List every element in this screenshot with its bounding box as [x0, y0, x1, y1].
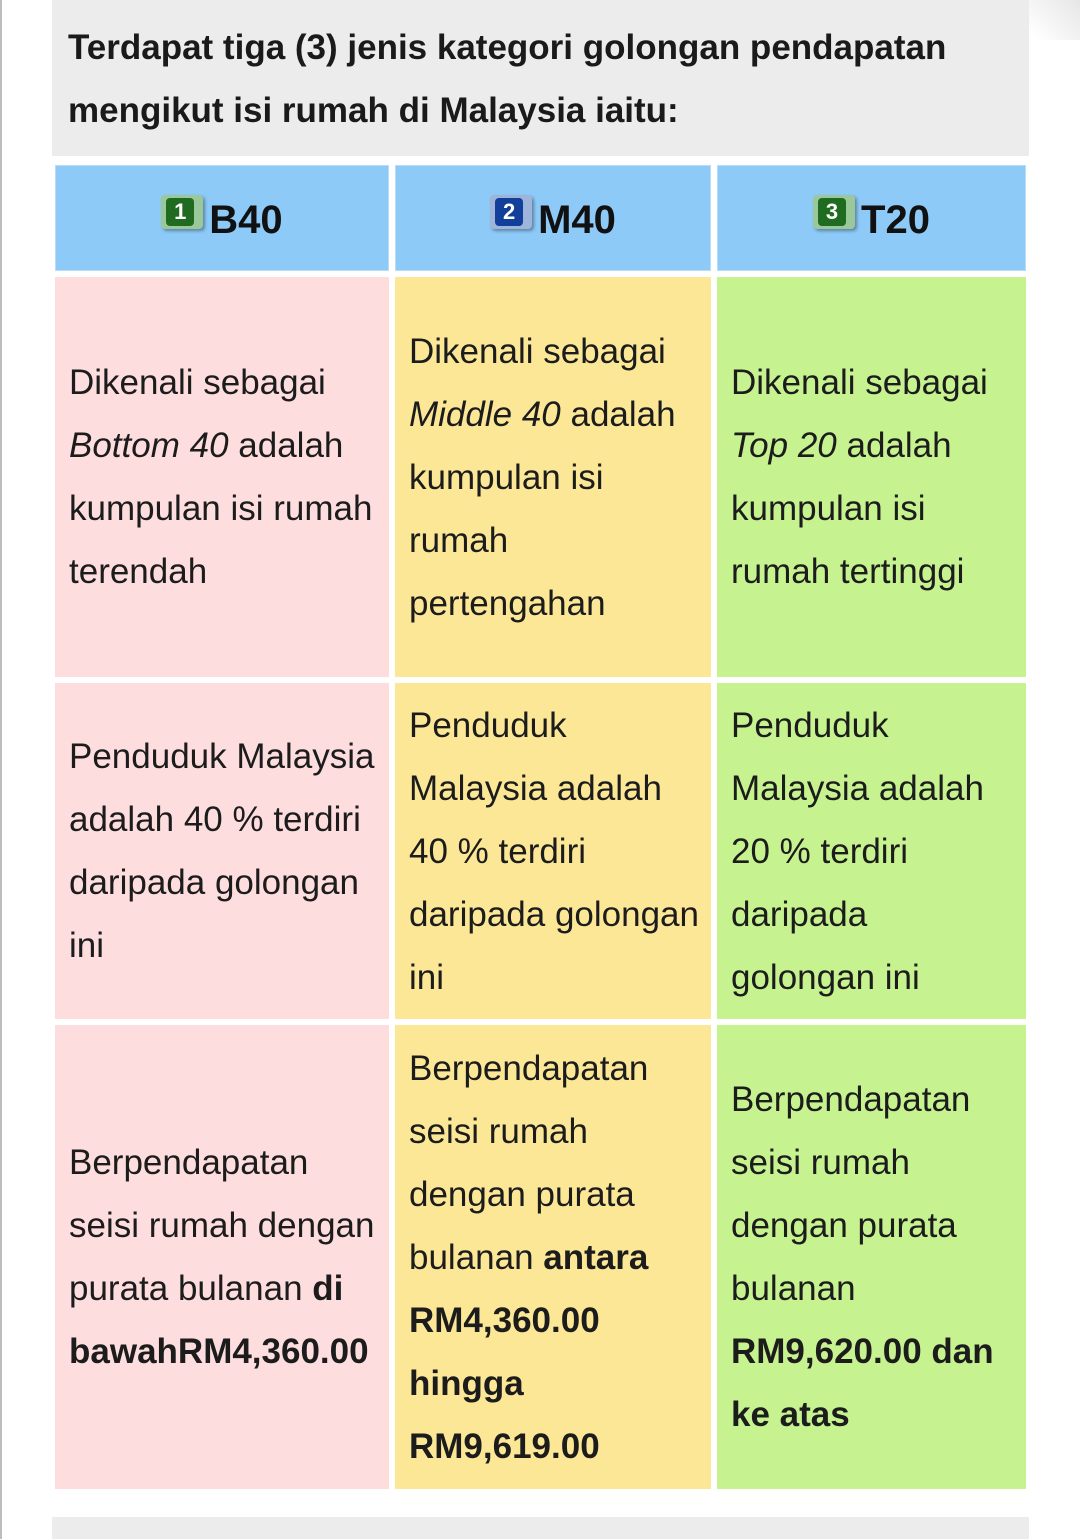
b40-definition-cell: Dikenali sebagai Bottom 40 adalah kumpulan isi rumah terendah [52, 274, 392, 680]
intro-line-1: Terdapat tiga (3) jenis kategori golongan pendapatan [68, 28, 947, 67]
header-row [52, 162, 1029, 274]
m40-income-range: antara RM4,360.00 hingga RM9,619.00 [409, 1237, 649, 1466]
m40-term: Middle 40 [409, 394, 561, 434]
income-row [52, 1022, 1029, 1492]
m40-income-cell: Berpendapatan seisi rumah dengan purata bulanan antara RM4,360.00 hingga RM9,619.00 [392, 1022, 714, 1492]
b40-term: Bottom 40 [69, 426, 229, 465]
t20-population-cell: Penduduk Malaysia adalah 20 % terdiri daripada golongan ini [714, 680, 1029, 1022]
number-1-icon: 1 [161, 195, 203, 229]
b40-income-cell: Berpendapatan seisi rumah dengan purata bulanan di bawahRM4,360.00 [52, 1022, 392, 1492]
number-3-icon: 3 [813, 195, 855, 229]
b40-income-range: di bawahRM4,360.00 [69, 1269, 369, 1371]
header-t20-label: T20 [861, 197, 930, 242]
table-footer-strip [52, 1517, 1029, 1539]
income-category-table [52, 162, 1029, 1492]
m40-population-cell: Penduduk Malaysia adalah 40 % terdiri daripada golongan ini [392, 680, 714, 1022]
b40-population-cell: Penduduk Malaysia adalah 40 % terdiri daripada golongan ini [52, 680, 392, 1022]
page-edge [0, 0, 2, 1539]
header-b40 [52, 162, 392, 274]
population-row [52, 680, 1029, 1022]
header-m40 [392, 162, 714, 274]
number-2-icon: 2 [490, 195, 532, 229]
t20-definition-cell: Dikenali sebagai Top 20 adalah kumpulan isi rumah tertinggi [714, 274, 1029, 680]
header-b40-label: B40 [209, 197, 283, 242]
t20-term: Top 20 [731, 426, 837, 465]
intro-line-2: mengikut isi rumah di Malaysia iaitu: [68, 91, 679, 130]
t20-income-range: RM9,620.00 dan ke atas [731, 1332, 994, 1434]
t20-income-cell: Berpendapatan seisi rumah dengan purata bulanan RM9,620.00 dan ke atas [714, 1022, 1029, 1492]
definition-row [52, 274, 1029, 680]
m40-definition-cell: Dikenali sebagai Middle 40 adalah kumpulan isi rumah pertengahan [392, 274, 714, 680]
header-t20 [714, 162, 1029, 274]
header-m40-label: M40 [538, 197, 616, 242]
intro-text [52, 0, 1029, 156]
